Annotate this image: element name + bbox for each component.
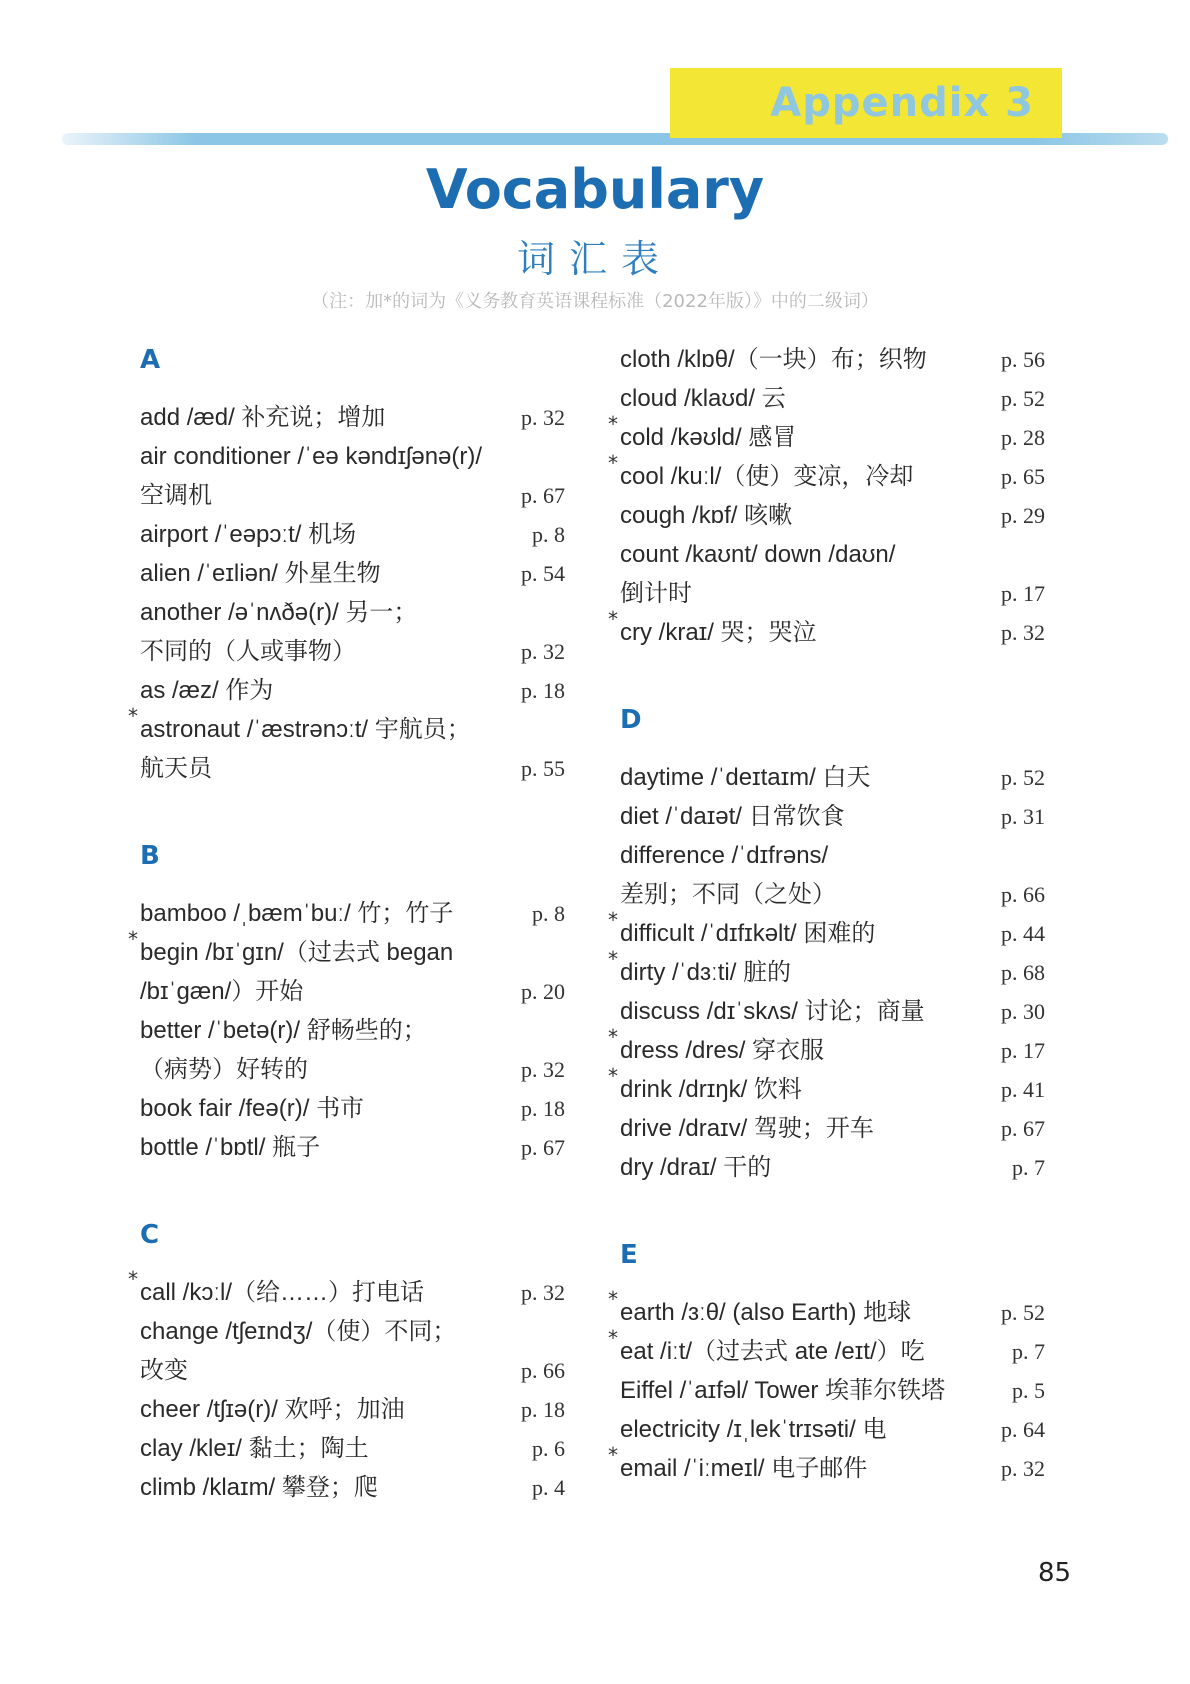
vocab-page-ref: p. 29 [1001,503,1045,528]
left-column [128,340,565,1507]
vocab-entry-text: drink /drɪŋk/ 饮料 [620,1076,802,1103]
level-two-star: * [608,412,618,436]
section-gap [140,788,565,836]
vocab-entry-text: cheer /tʃɪə(r)/ 欢呼；加油 [140,1396,405,1423]
vocab-page-ref: p. 17 [1001,1038,1045,1063]
page-title: Vocabulary [425,158,765,221]
vocab-entry [608,1443,1045,1488]
vocab-page-ref: p. 30 [1001,999,1045,1024]
letter-gap [620,1275,1045,1293]
vocab-entry-text: alien /ˈeɪliən/ 外星生物 [140,560,381,587]
vocab-entry [620,1371,1045,1410]
vocab-entry-text: bottle /ˈbɒtl/ 瓶子 [140,1134,321,1161]
vocab-page-ref: p. 32 [521,639,565,664]
vocab-entry [620,1109,1045,1148]
level-two-star: * [608,1025,618,1049]
right-column [608,340,1045,1488]
vocab-entry-text: bamboo /ˌbæmˈbuː/ 竹；竹子 [140,900,454,927]
vocab-entry-text: difficult /ˈdɪfɪkəlt/ 困难的 [620,920,876,947]
vocab-page-ref: p. 52 [1001,386,1045,411]
vocab-entry [608,908,1045,953]
vocab-entry [140,437,565,515]
vocab-page-ref: p. 18 [521,1096,565,1121]
vocab-entry-text: eat /iːt/（过去式 ate /eɪt/）吃 [620,1338,925,1365]
vocab-entry [620,758,1045,797]
vocab-page-ref: p. 5 [1012,1378,1045,1403]
vocab-entry [608,451,1045,496]
vocab-entry-text: email /ˈiːmeɪl/ 电子邮件 [620,1455,868,1482]
level-two-star: * [608,1287,618,1311]
vocab-page-ref: p. 67 [1001,1116,1045,1141]
vocab-page-ref: p. 8 [532,901,565,926]
vocab-entry [620,379,1045,418]
vocab-entry-text: dirty /ˈdɜːti/ 脏的 [620,959,792,986]
vocab-entry [620,1148,1045,1187]
vocab-page-ref: p. 32 [1001,620,1045,645]
vocab-page-ref: p. 54 [521,561,565,586]
vocab-entry-text: dry /draɪ/ 干的 [620,1154,772,1181]
vocab-entry-text: diet /ˈdaɪət/ 日常饮食 [620,803,845,830]
vocab-entry [608,1287,1045,1332]
vocab-entry-text: cough /kɒf/ 咳嗽 [620,502,793,529]
vocab-entry-text: climb /klaɪm/ 攀登；爬 [140,1474,378,1501]
page-number: 85 [1038,1558,1072,1588]
vocab-entry [140,1468,565,1507]
vocab-entry-text: /bɪˈgæn/）开始 [140,978,304,1005]
vocab-page-ref: p. 7 [1012,1155,1045,1180]
vocab-entry [128,1267,565,1312]
vocab-entry [140,1312,565,1390]
vocab-entry [140,1089,565,1128]
vocab-entry-text: discuss /dɪˈskʌs/ 讨论；商量 [620,998,925,1025]
vocab-entry [620,1410,1045,1449]
vocab-entry-text: Eiffel /ˈaɪfəl/ Tower 埃菲尔铁塔 [620,1377,946,1404]
vocab-entry [620,836,1045,914]
vocab-entry-text: change /tʃeɪndʒ/（使）不同； [140,1318,457,1345]
vocab-entry [140,593,565,671]
letter-gap [620,740,1045,758]
vocab-entry-text: cold /kəʊld/ 感冒 [620,424,797,451]
section-gap [140,1167,565,1215]
header-note: （注：加*的词为《义务教育英语课程标准（2022年版）》中的二级词） [311,291,879,312]
vocab-page-ref: p. 32 [521,405,565,430]
vocab-entry [140,894,565,933]
vocab-page-ref: p. 6 [532,1436,565,1461]
vocab-entry-text: drive /draɪv/ 驾驶；开车 [620,1115,874,1142]
section-letter: C [140,1220,160,1250]
vocab-page-ref: p. 32 [1001,1456,1045,1481]
level-two-star: * [128,1267,138,1291]
vocab-entry-text: earth /ɜːθ/ (also Earth) 地球 [620,1299,912,1326]
vocab-page-ref: p. 67 [521,1135,565,1160]
letter-gap [140,1255,565,1273]
vocab-entry-text: call /kɔːl/（给……）打电话 [140,1279,425,1306]
letter-gap [140,380,565,398]
vocab-entry-text: book fair /feə(r)/ 书市 [140,1095,365,1122]
vocab-page-ref: p. 66 [521,1358,565,1383]
level-two-star: * [608,908,618,932]
vocab-page-ref: p. 68 [1001,960,1045,985]
level-two-star: * [608,607,618,631]
vocab-entry [608,947,1045,992]
vocab-entry [140,1128,565,1167]
vocab-entry [608,1025,1045,1070]
vocab-page-ref: p. 20 [521,979,565,1004]
vocab-entry [140,398,565,437]
vocab-entry-text: cloth /klɒθ/（一块）布；织物 [620,346,927,373]
vocab-page-ref: p. 65 [1001,464,1045,489]
vocab-page-ref: p. 31 [1001,804,1045,829]
letter-gap [140,876,565,894]
vocab-entry-text: （病势）好转的 [140,1056,308,1083]
vocab-entry-text: daytime /ˈdeɪtaɪm/ 白天 [620,764,871,791]
vocab-entry [140,515,565,554]
page-subtitle: 词汇表 [516,237,673,281]
vocab-page-ref: p. 52 [1001,1300,1045,1325]
vocab-page-ref: p. 56 [1001,347,1045,372]
vocab-entry [140,671,565,710]
vocab-entry-text: cool /kuːl/（使）变凉，冷却 [620,463,914,490]
vocab-entry-text: as /æz/ 作为 [140,677,274,704]
vocab-entry-text: dress /dres/ 穿衣服 [620,1037,825,1064]
section-gap [620,652,1045,700]
vocab-entry [608,1064,1045,1109]
vocab-entry-text: 差别；不同（之处） [620,881,836,908]
vocab-entry-text: difference /ˈdɪfrəns/ [620,842,829,869]
vocab-page-ref: p. 8 [532,522,565,547]
vocab-entry [620,992,1045,1031]
vocab-entry-text: 航天员 [140,755,212,782]
vocab-entry [128,704,565,788]
level-two-star: * [128,927,138,951]
vocab-entry-text: better /ˈbetə(r)/ 舒畅些的； [140,1017,427,1044]
vocab-page-ref: p. 4 [532,1475,565,1500]
vocab-entry [140,1429,565,1468]
section-gap [620,1187,1045,1235]
vocab-entry [608,607,1045,652]
vocab-entry [128,927,565,1011]
vocab-page-ref: p. 66 [1001,882,1045,907]
vocab-entry [140,1011,565,1089]
vocab-entry-text: another /əˈnʌðə(r)/ 另一； [140,599,418,626]
vocab-entry [620,340,1045,379]
section-letter: E [620,1240,638,1270]
level-two-star: * [608,947,618,971]
vocab-entry-text: 不同的（人或事物） [140,638,356,665]
vocab-page-ref: p. 41 [1001,1077,1045,1102]
vocab-entry-text: cloud /klaʊd/ 云 [620,385,786,412]
vocab-page-ref: p. 32 [521,1057,565,1082]
vocab-entry [140,554,565,593]
level-two-star: * [608,451,618,475]
level-two-star: * [608,1326,618,1350]
vocab-entry-text: 改变 [140,1357,188,1384]
vocab-entry [620,797,1045,836]
vocab-entry-text: electricity /ɪˌlekˈtrɪsəti/ 电 [620,1416,887,1443]
vocab-entry-text: airport /ˈeəpɔːt/ 机场 [140,521,357,548]
vocab-page-ref: p. 64 [1001,1417,1045,1442]
vocab-entry-text: 空调机 [140,482,212,509]
vocab-page-ref: p. 44 [1001,921,1045,946]
vocab-page-ref: p. 67 [521,483,565,508]
vocab-entry-text: 倒计时 [620,580,692,607]
vocab-page-ref: p. 55 [521,756,565,781]
vocab-entry [620,535,1045,613]
section-letter: A [140,345,161,375]
vocab-entry-text: cry /kraɪ/ 哭；哭泣 [620,619,817,646]
vocab-entry [608,1326,1045,1371]
level-two-star: * [128,704,138,728]
level-two-star: * [608,1064,618,1088]
vocab-entry-text: begin /bɪˈgɪn/（过去式 began [140,939,454,966]
vocab-page-ref: p. 18 [521,1397,565,1422]
level-two-star: * [608,1443,618,1467]
vocab-page-ref: p. 18 [521,678,565,703]
vocab-page-ref: p. 17 [1001,581,1045,606]
vocab-page-ref: p. 7 [1012,1339,1045,1364]
vocab-entry-text: air conditioner /ˈeə kəndɪʃənə(r)/ [140,443,483,470]
appendix-tag [670,68,1062,138]
vocab-entry-text: astronaut /ˈæstrənɔːt/ 宇航员； [140,716,471,743]
vocab-page-ref: p. 52 [1001,765,1045,790]
vocab-entry [608,412,1045,457]
section-letter: B [140,841,160,871]
vocab-entry [620,496,1045,535]
vocab-entry-text: clay /kleɪ/ 黏土；陶土 [140,1435,369,1462]
section-letter: D [620,705,642,735]
vocab-entry-text: count /kaʊnt/ down /daʊn/ [620,541,896,568]
vocab-entry-text: add /æd/ 补充说；增加 [140,404,386,431]
vocab-page-ref: p. 32 [521,1280,565,1305]
appendix-label: Appendix 3 [770,80,1034,126]
vocab-page-ref: p. 28 [1001,425,1045,450]
vocab-entry [140,1390,565,1429]
